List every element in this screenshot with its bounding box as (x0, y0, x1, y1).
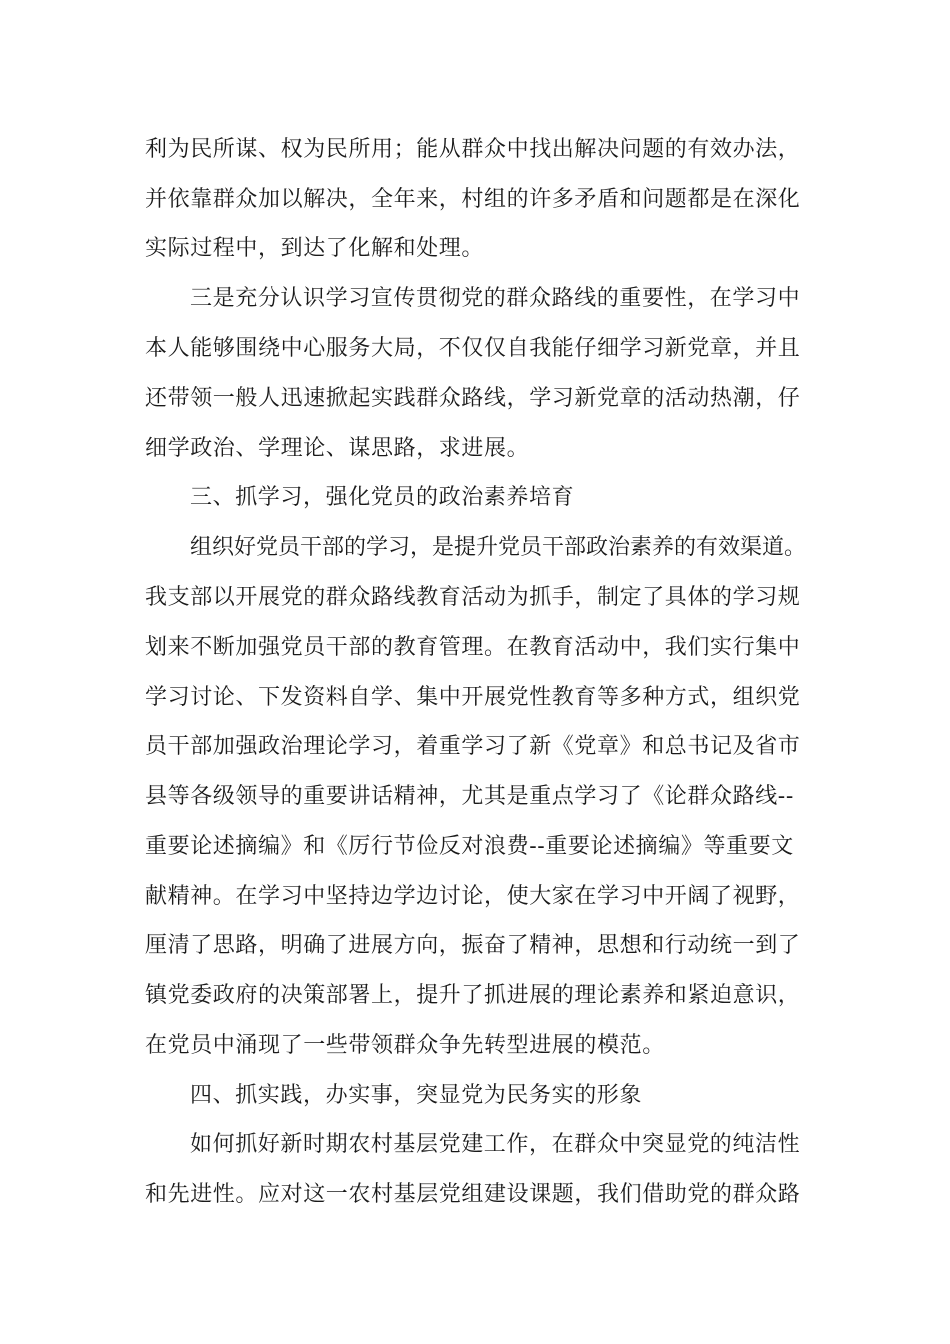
paragraph-line: 学习讨论、下发资料自学、集中开展党性教育等多种方式，组织党 (145, 685, 801, 710)
paragraph-line: 还带领一般人迅速掀起实践群众路线，学习新党章的活动热潮，仔 (145, 386, 801, 411)
paragraph-line: 利为民所谋、权为民所用；能从群众中找出解决问题的有效办法， (145, 137, 801, 162)
paragraph-line: 本人能够围绕中心服务大局，不仅仅自我能仔细学习新党章，并且 (145, 336, 801, 361)
section-heading: 三、抓学习，强化党员的政治素养培育 (190, 485, 575, 510)
paragraph-line: 组织好党员干部的学习，是提升党员干部政治素养的有效渠道。 (190, 535, 807, 560)
paragraph-line: 划来不断加强党员干部的教育管理。在教育活动中，我们实行集中 (145, 635, 801, 660)
paragraph-line: 并依靠群众加以解决，全年来，村组的许多矛盾和问题都是在深化 (145, 187, 801, 212)
paragraph-line: 实际过程中，到达了化解和处理。 (145, 236, 485, 261)
paragraph-line: 如何抓好新时期农村基层党建工作，在群众中突显党的纯洁性 (190, 1132, 801, 1157)
paragraph-line: 镇党委政府的决策部署上，提升了抓进展的理论素养和紧迫意识， (145, 983, 801, 1008)
paragraph-line: 细学政治、学理论、谋思路，求进展。 (145, 436, 530, 461)
section-heading: 四、抓实践，办实事，突显党为民务实的形象 (190, 1083, 643, 1108)
paragraph-line: 献精神。在学习中坚持边学边讨论，使大家在学习中开阔了视野， (145, 884, 801, 909)
paragraph-line: 员干部加强政治理论学习，着重学习了新《党章》和总书记及省市 (145, 734, 801, 759)
paragraph-line: 在党员中涌现了一些带领群众争先转型进展的模范。 (145, 1033, 665, 1058)
paragraph-line: 和先进性。应对这一农村基层党组建设课题，我们借助党的群众路 (145, 1182, 801, 1207)
paragraph-line: 县等各级领导的重要讲话精神，尤其是重点学习了《论群众路线-- (145, 784, 794, 809)
paragraph-line: 重要论述摘编》和《厉行节俭反对浪费--重要论述摘编》等重要文 (145, 834, 794, 859)
paragraph-line: 三是充分认识学习宣传贯彻党的群众路线的重要性，在学习中 (190, 286, 801, 311)
paragraph-line: 厘清了思路，明确了进展方向，振奋了精神，思想和行动统一到了 (145, 933, 801, 958)
paragraph-line: 我支部以开展党的群众路线教育活动为抓手，制定了具体的学习规 (145, 585, 801, 610)
